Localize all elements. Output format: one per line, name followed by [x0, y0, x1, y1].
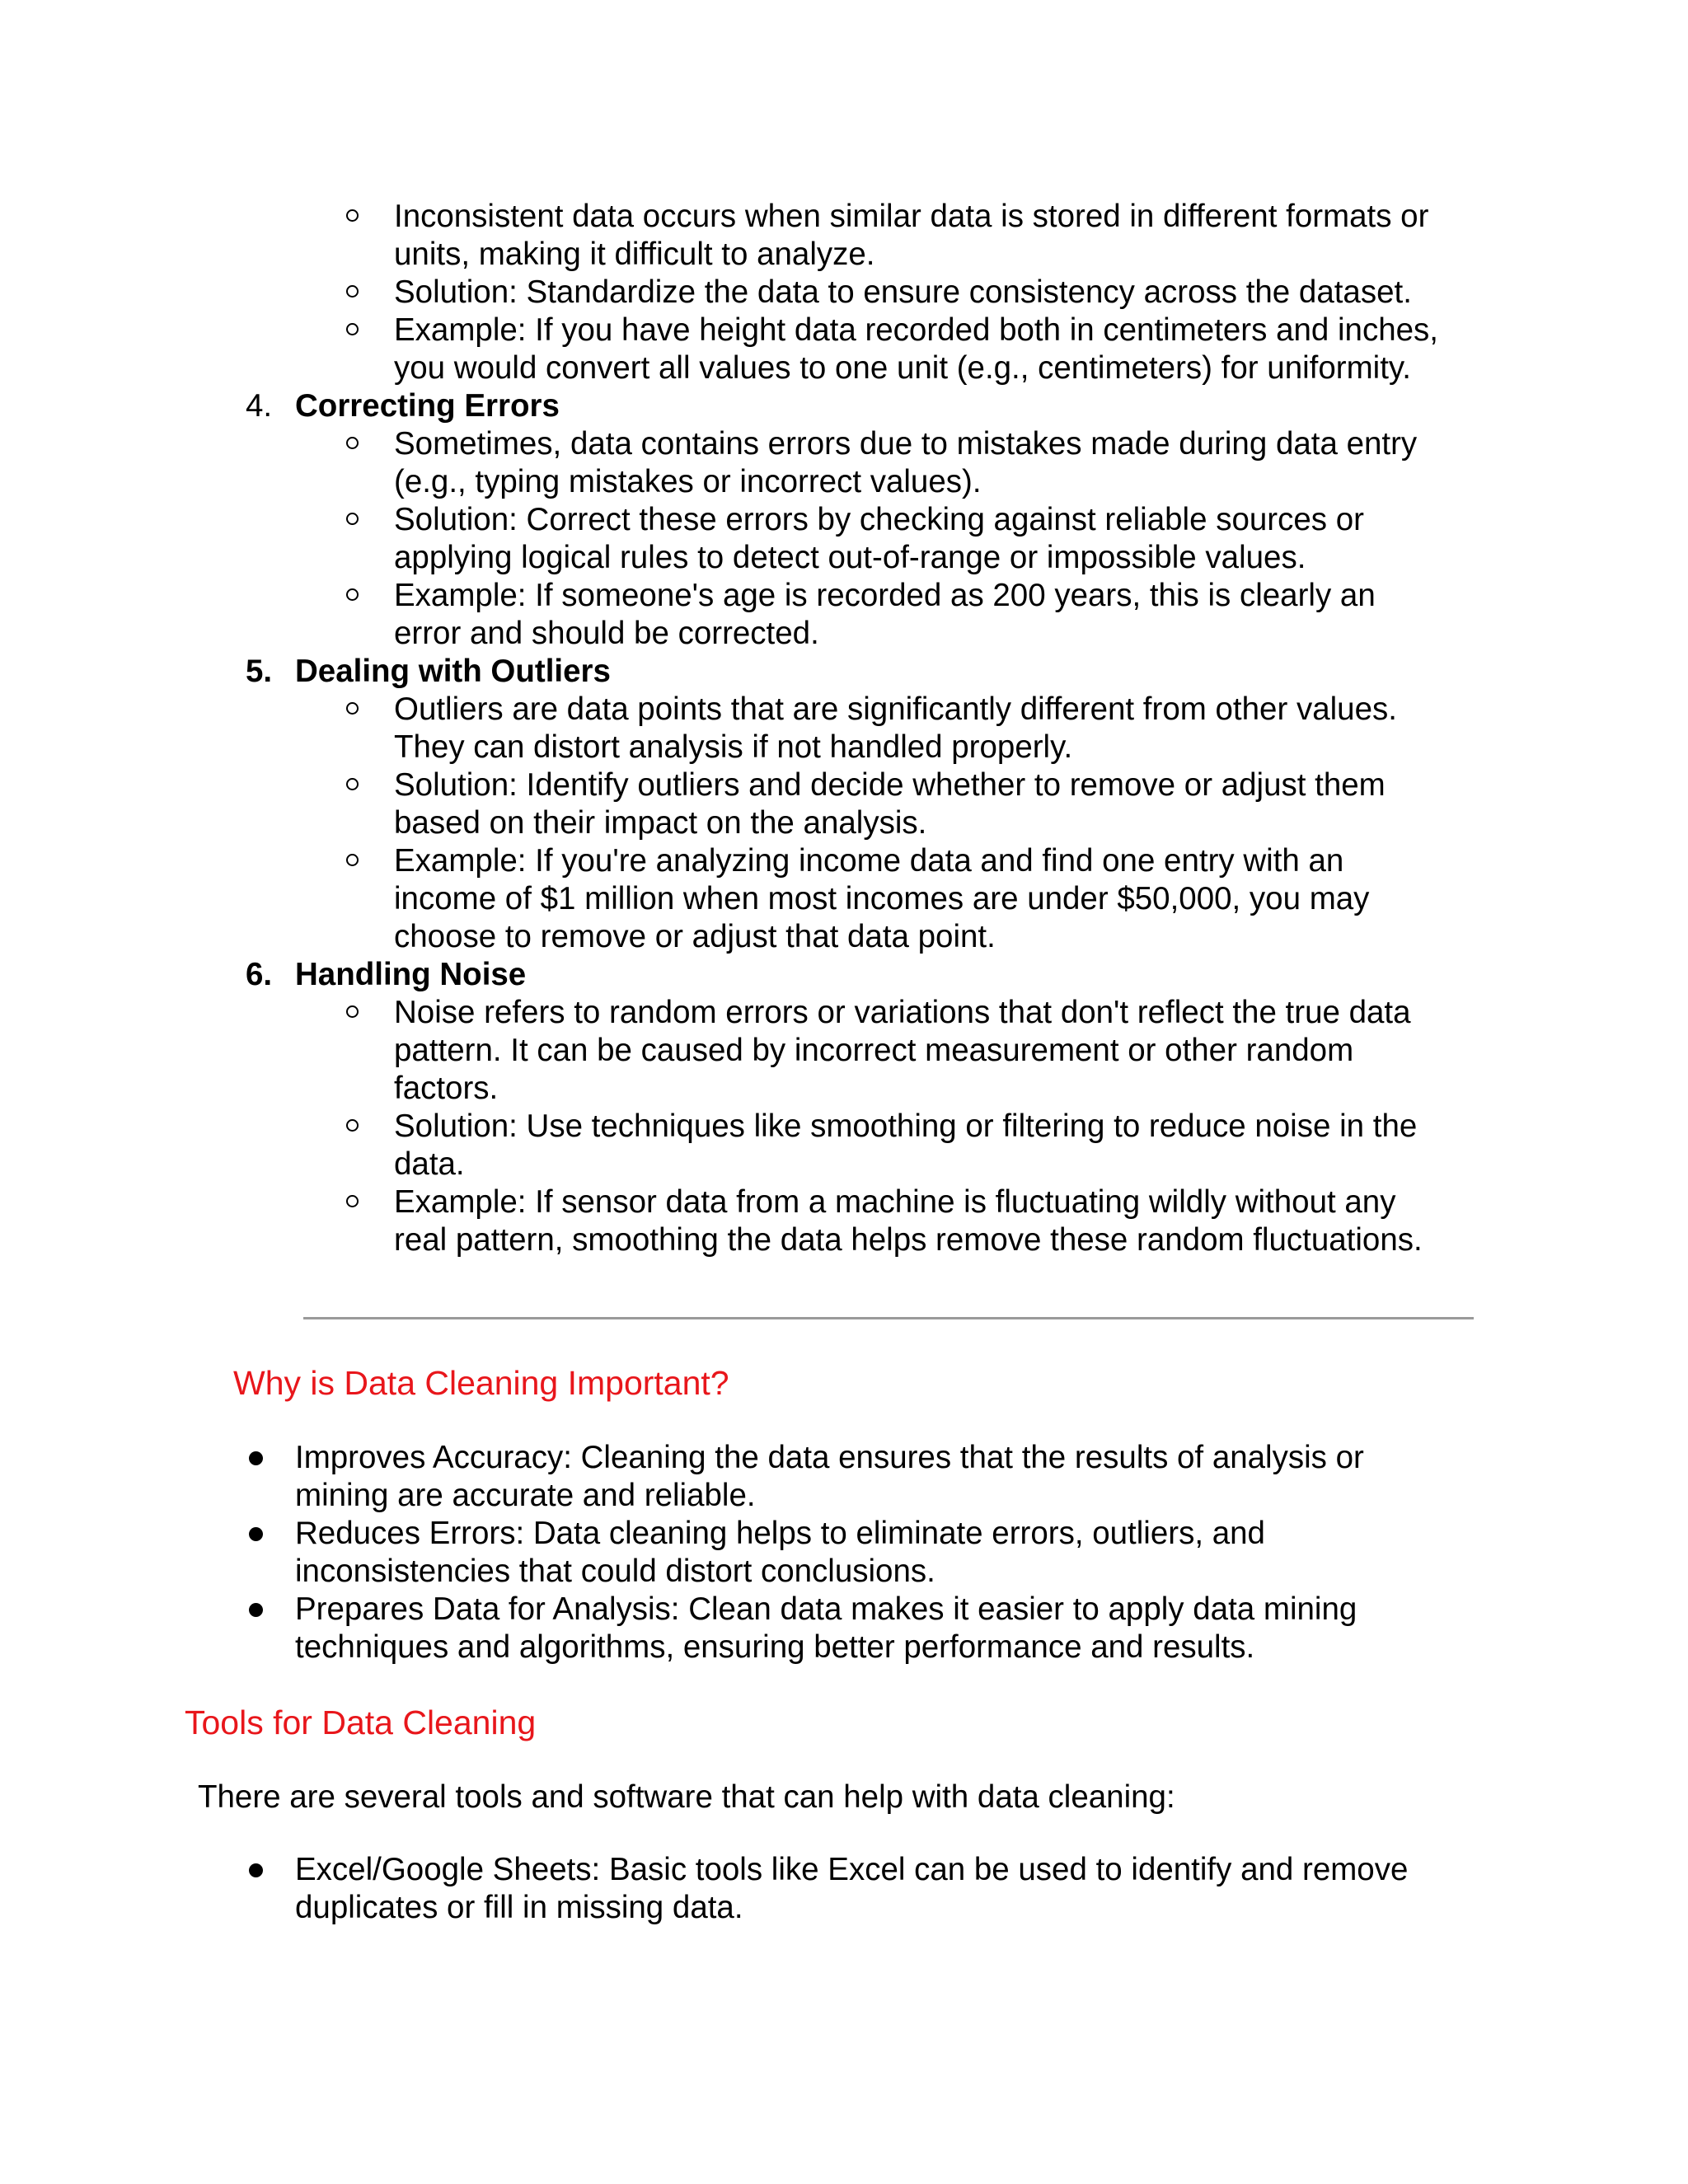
hollow-bullet-icon: [346, 1005, 359, 1018]
list-item-line: Solution: Standardize the data to ensure consistency across the dataset.: [394, 274, 1412, 310]
list-item-line: techniques and algorithms, ensuring better performance and results.: [295, 1629, 1255, 1665]
list-item-line: duplicates or fill in missing data.: [295, 1890, 743, 1925]
bullet-icon: [249, 1603, 263, 1617]
list-item-line: Example: If you're analyzing income data and find one entry with an: [394, 843, 1344, 879]
list-item-line: applying logical rules to detect out-of-range or impossible values.: [394, 540, 1306, 575]
list-item-line: Improves Accuracy: Cleaning the data ensures that the results of analysis or: [295, 1440, 1364, 1475]
list-item-line: Outliers are data points that are significantly different from other values.: [394, 691, 1397, 727]
list-item-line: Reduces Errors: Data cleaning helps to eliminate errors, outliers, and: [295, 1516, 1265, 1551]
section-title: Correcting Errors: [295, 388, 560, 424]
bullet-icon: [249, 1527, 263, 1541]
hollow-bullet-icon: [346, 854, 359, 866]
section-heading: Why is Data Cleaning Important?: [233, 1364, 729, 1402]
list-item-line: income of $1 million when most incomes are under $50,000, you may: [394, 881, 1370, 916]
bullet-icon: [249, 1451, 263, 1465]
hollow-bullet-icon: [346, 209, 359, 222]
list-item-line: you would convert all values to one unit (e.g., centimeters) for uniformity.: [394, 350, 1411, 386]
hollow-bullet-icon: [346, 588, 359, 601]
list-item-line: Noise refers to random errors or variations that don't reflect the true data: [394, 995, 1411, 1030]
list-item-line: real pattern, smoothing the data helps remove these random fluctuations.: [394, 1222, 1423, 1258]
list-item-line: Solution: Correct these errors by checking against reliable sources or: [394, 502, 1364, 537]
hollow-bullet-icon: [346, 513, 359, 525]
list-item-line: Sometimes, data contains errors due to mistakes made during data entry: [394, 426, 1418, 462]
list-item-line: Inconsistent data occurs when similar data is stored in different formats or: [394, 199, 1429, 234]
hollow-bullet-icon: [346, 285, 359, 298]
list-item-line: choose to remove or adjust that data point.: [394, 919, 996, 954]
hollow-bullet-icon: [346, 778, 359, 790]
list-item-line: inconsistencies that could distort conclusions.: [295, 1554, 935, 1589]
list-item-line: pattern. It can be caused by incorrect measurement or other random: [394, 1033, 1354, 1068]
hollow-bullet-icon: [346, 323, 359, 335]
list-item-line: Excel/Google Sheets: Basic tools like Excel can be used to identify and remove: [295, 1852, 1409, 1887]
list-number: 5.: [246, 654, 273, 689]
bullet-icon: [249, 1863, 263, 1877]
hollow-bullet-icon: [346, 1195, 359, 1207]
list-item-line: units, making it difficult to analyze.: [394, 237, 875, 272]
list-item-line: (e.g., typing mistakes or incorrect values).: [394, 464, 982, 499]
hollow-bullet-icon: [346, 702, 359, 715]
section-heading: Tools for Data Cleaning: [185, 1704, 537, 1741]
list-item-line: Example: If someone's age is recorded as 200 years, this is clearly an: [394, 578, 1376, 613]
list-item-line: They can distort analysis if not handled properly.: [394, 729, 1073, 765]
list-item-line: data.: [394, 1146, 465, 1182]
paragraph: There are several tools and software that can help with data cleaning:: [198, 1779, 1175, 1815]
list-number: 6.: [246, 957, 273, 992]
hollow-bullet-icon: [346, 437, 359, 449]
list-item-line: Solution: Identify outliers and decide whether to remove or adjust them: [394, 767, 1386, 803]
list-item-line: error and should be corrected.: [394, 616, 819, 651]
list-item-line: Example: If sensor data from a machine is fluctuating wildly without any: [394, 1184, 1396, 1220]
list-item-line: factors.: [394, 1071, 499, 1106]
list-number: 4.: [246, 388, 273, 424]
list-item-line: Solution: Use techniques like smoothing or filtering to reduce noise in the: [394, 1108, 1418, 1144]
section-title: Dealing with Outliers: [295, 654, 611, 689]
hollow-bullet-icon: [346, 1119, 359, 1132]
section-title: Handling Noise: [295, 957, 527, 992]
list-item-line: Example: If you have height data recorded both in centimeters and inches,: [394, 312, 1438, 348]
list-item-line: mining are accurate and reliable.: [295, 1478, 756, 1513]
horizontal-divider: [303, 1317, 1474, 1319]
list-item-line: Prepares Data for Analysis: Clean data makes it easier to apply data mining: [295, 1591, 1357, 1627]
list-item-line: based on their impact on the analysis.: [394, 805, 927, 841]
